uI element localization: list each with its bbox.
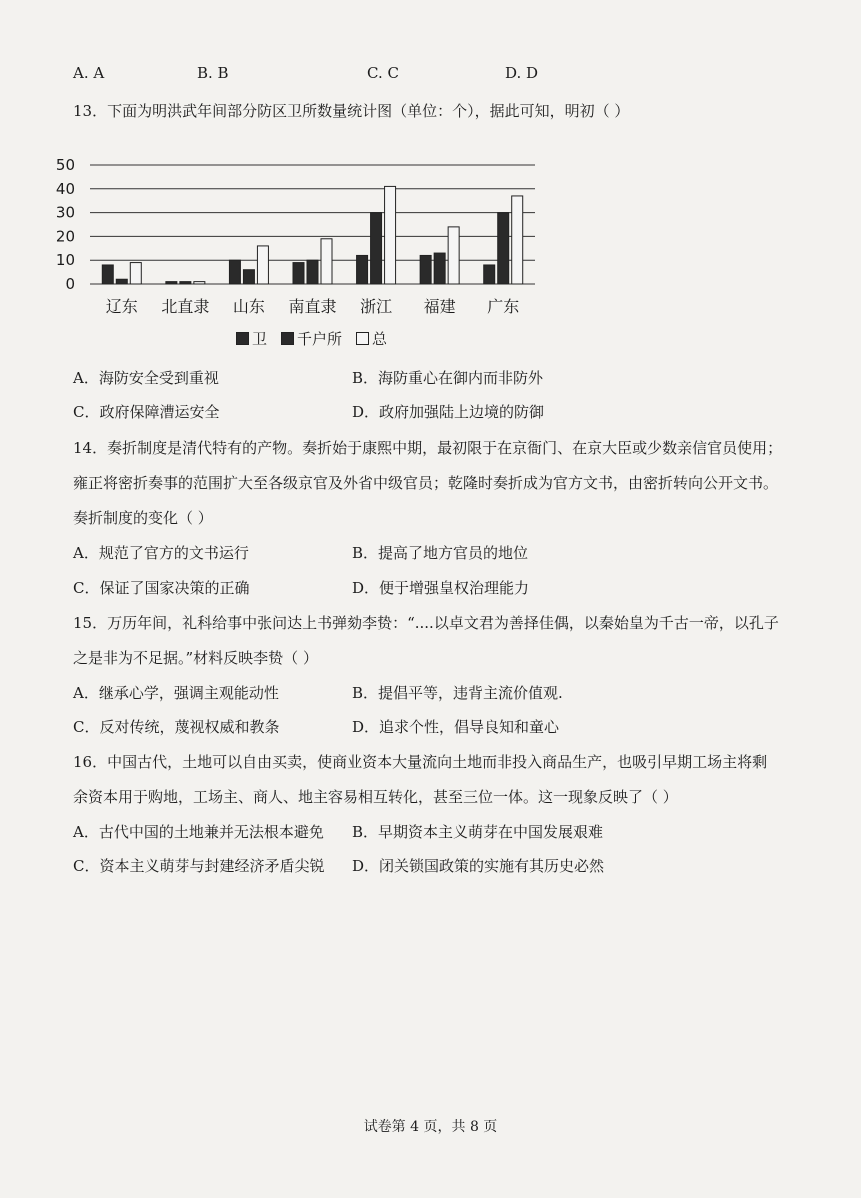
q15-stem-line-2: 之是非为不足据。”材料反映李贽（ ） [73,649,318,667]
x-tick-label-1: 辽东 [105,297,138,316]
bar-4-series-2 [307,260,318,284]
q13-option-c: C．政府保障漕运安全 [73,403,220,421]
y-tick-label-40: 40 [55,179,75,198]
bar-5-series-2 [371,213,382,284]
y-tick-label-50: 50 [55,156,75,174]
bar-6-series-1 [420,255,431,284]
q13-option-d: D．政府加强陆上边境的防御 [352,403,545,421]
chart-legend [236,328,387,349]
bar-5-series-3 [385,186,396,284]
q14-stem-line-1: 14．奏折制度是清代特有的产物。奏折始于康熙中期，最初限于在京衙门、在京大臣或少数亲信官员使用； [73,439,783,457]
bar-1-series-2 [116,279,127,284]
x-tick-label-2: 北直隶 [161,297,210,316]
legend-label-wei: 卫 [252,330,268,348]
q15-option-b: B．提倡平等，违背主流价值观. [352,684,563,702]
q16-option-d: D．闭关锁国政策的实施有其历史必然 [352,857,605,875]
y-tick-label-30: 30 [55,203,75,222]
bar-7-series-3 [512,196,523,284]
prev-option-b: B. B [197,64,229,82]
bar-3-series-1 [229,260,240,284]
bar-2-series-1 [166,282,177,284]
q15-option-a: A．继承心学，强调主观能动性 [73,684,279,702]
q13-stem: 13．下面为明洪武年间部分防区卫所数量统计图（单位：个），据此可知，明初（ ） [73,102,630,120]
bar-3-series-2 [243,270,254,284]
bar-6-series-3 [448,227,459,284]
q13-option-a: A．海防安全受到重视 [73,369,219,387]
q13-option-b: B．海防重心在御内而非防外 [352,369,544,387]
bar-5-series-1 [357,255,368,284]
q15-option-d: D．追求个性，倡导良知和童心 [352,718,560,736]
x-tick-label-3: 山东 [232,297,265,316]
bar-2-series-2 [180,282,191,284]
y-tick-label-10: 10 [55,251,75,270]
bar-7-series-2 [498,213,509,284]
legend-item-wei [236,328,267,349]
legend-swatch-wei [236,332,249,345]
prev-option-d: D. D [505,64,539,82]
prev-option-c: C. C [367,64,399,82]
q14-option-b: B．提高了地方官员的地位 [352,544,529,562]
q14-option-a: A．规范了官方的文书运行 [73,544,249,562]
x-tick-label-5: 浙江 [360,297,393,316]
bar-4-series-1 [293,263,304,284]
q14-option-d: D．便于增强皇权治理能力 [352,579,530,597]
legend-swatch-qianhusuo [281,332,294,345]
bar-7-series-1 [484,265,495,284]
bar-1-series-1 [102,265,113,284]
bar-4-series-3 [321,239,332,284]
q14-stem-line-2: 雍正将密折奏事的范围扩大至各级京官及外省中级官员；乾隆时奏折成为官方文书，由密折转向公开文书。 [73,474,779,492]
q15-option-c: C．反对传统，蔑视权威和教条 [73,718,280,736]
q14-option-c: C．保证了国家决策的正确 [73,579,250,597]
q16-option-c: C．资本主义萌芽与封建经济矛盾尖锐 [73,857,325,875]
q15-stem-line-1: 15．万历年间，礼科给事中张问达上书弹劾李贽：“....以卓文君为善择佳偶，以秦始皇为千古一帝，以孔子 [73,614,779,632]
legend-item-zong [356,328,387,349]
troop-count-bar-chart [50,150,550,325]
legend-item-qianhusuo [281,328,342,349]
bar-2-series-3 [194,282,205,284]
q16-option-a: A．古代中国的土地兼并无法根本避免 [73,823,324,841]
bar-3-series-3 [257,246,268,284]
prev-option-a: A. A [73,64,105,82]
q16-stem-line-2: 余资本用于购地，工场主、商人、地主容易相互转化，甚至三位一体。这一现象反映了（ ） [73,788,678,806]
bar-6-series-2 [434,253,445,284]
legend-label-zong: 总 [372,330,388,348]
y-tick-label-20: 20 [55,227,75,246]
legend-label-qianhusuo: 千户所 [297,330,343,348]
q14-stem-line-3: 奏折制度的变化（ ） [73,509,213,527]
bar-1-series-3 [130,263,141,284]
q16-option-b: B．早期资本主义萌芽在中国发展艰难 [352,823,604,841]
page-footer: 试卷第 4 页，共 8 页 [363,1119,498,1135]
legend-swatch-zong [356,332,369,345]
x-tick-label-4: 南直隶 [288,297,337,316]
q16-stem-line-1: 16．中国古代，土地可以自由买卖，使商业资本大量流向土地而非投入商品生产，也吸引早期工场主将剩 [73,753,768,771]
y-tick-label-0: 0 [65,275,75,293]
x-tick-label-6: 福建 [423,297,456,316]
x-tick-label-7: 广东 [487,297,520,316]
